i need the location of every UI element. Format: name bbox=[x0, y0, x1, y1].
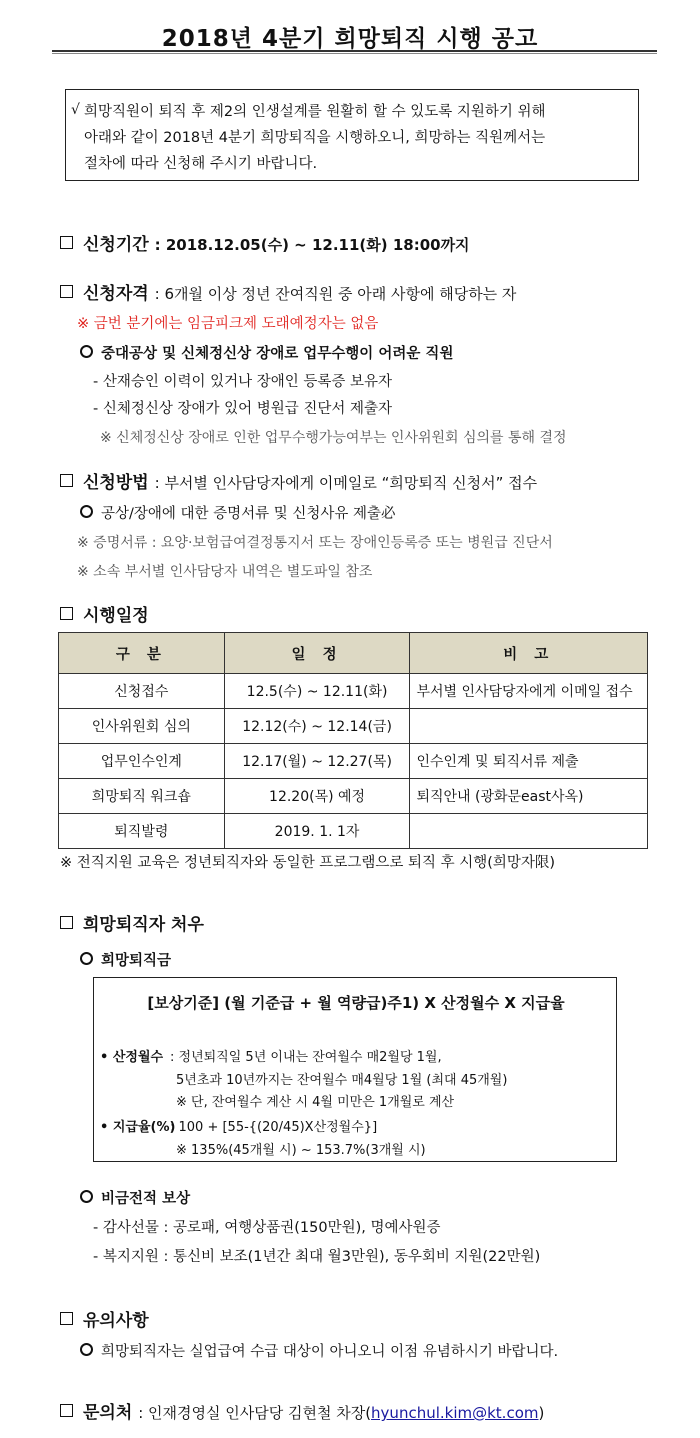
table-header-row bbox=[59, 633, 648, 674]
row-remark bbox=[410, 709, 648, 744]
circle-bullet-icon bbox=[80, 952, 93, 965]
method-note-2: ※ 소속 부서별 인사담당자 내역은 별도파일 참조 bbox=[77, 564, 373, 580]
square-bullet-icon bbox=[60, 607, 73, 620]
row-date: 12.20(목) 예정 bbox=[224, 779, 410, 814]
calc-label: • 산정월수 bbox=[100, 1050, 164, 1065]
calc-line-1: : 정년퇴직일 5년 이내는 잔여월수 매2월당 1월, bbox=[170, 1050, 442, 1065]
row-remark bbox=[410, 814, 648, 849]
treatment-label: 희망퇴직자 처우 bbox=[83, 915, 204, 935]
method-label: 신청방법 bbox=[83, 473, 149, 493]
section-caution bbox=[60, 1306, 149, 1331]
calc-line-2: 5년초과 10년까지는 잔여월수 매4월당 1월 (최대 45개월) bbox=[176, 1073, 508, 1088]
period-label: 신청기간 bbox=[83, 235, 149, 255]
row-remark: 퇴직안내 (광화문east사옥) bbox=[410, 779, 648, 814]
nonpay-line-2: - 복지지원 : 통신비 보조(1년간 최대 월3만원), 동우회비 지원(22만원) bbox=[93, 1249, 541, 1265]
circle-bullet-icon bbox=[80, 1343, 93, 1356]
title-underline bbox=[52, 50, 657, 52]
row-category: 퇴직발령 bbox=[59, 814, 225, 849]
row-date: 12.17(월) ~ 12.27(목) bbox=[224, 744, 410, 779]
rate-label: • 지급율(%) bbox=[100, 1120, 176, 1135]
contact-close-paren: ) bbox=[538, 1404, 545, 1422]
square-bullet-icon bbox=[60, 1312, 73, 1325]
section-qualification bbox=[60, 279, 516, 304]
header-category: 구 분 bbox=[59, 633, 225, 674]
contact-label: 문의처 bbox=[83, 1403, 133, 1423]
circle-bullet-icon bbox=[80, 505, 93, 518]
row-remark: 인수인계 및 퇴직서류 제출 bbox=[410, 744, 648, 779]
qualification-note: ※ 신체정신상 장애로 인한 업무수행가능여부는 인사위원회 심의를 통해 결정 bbox=[100, 430, 567, 446]
intro-line-1: 희망직원이 퇴직 후 제2의 인생설계를 원활히 할 수 있도록 지원하기 위해 bbox=[84, 104, 546, 120]
qualification-sub-1: - 산재승인 이력이 있거나 장애인 등록증 보유자 bbox=[93, 374, 393, 390]
row-date: 2019. 1. 1자 bbox=[224, 814, 410, 849]
calc-line-3: ※ 단, 잔여월수 계산 시 4월 미만은 1개월로 계산 bbox=[176, 1095, 455, 1110]
schedule-note: ※ 전직지원 교육은 정년퇴직자와 동일한 프로그램으로 퇴직 후 시행(희망자限) bbox=[60, 855, 556, 871]
section-contact bbox=[60, 1398, 544, 1423]
row-category: 신청접수 bbox=[59, 674, 225, 709]
qualification-red-note: ※ 금번 분기에는 임금피크제 도래예정자는 없음 bbox=[77, 316, 379, 332]
method-note-1: ※ 증명서류 : 요양·보험급여결정통지서 또는 장애인등록증 또는 병원급 진단서 bbox=[77, 535, 553, 551]
square-bullet-icon bbox=[60, 474, 73, 487]
method-value: : 부서별 인사담당자에게 이메일로 “희망퇴직 신청서” 접수 bbox=[154, 474, 538, 492]
title-underline-thin bbox=[52, 53, 657, 54]
square-bullet-icon bbox=[60, 1404, 73, 1417]
schedule-table bbox=[58, 632, 648, 849]
circle-bullet-icon bbox=[80, 1190, 93, 1203]
schedule-label: 시행일정 bbox=[83, 606, 149, 626]
section-method bbox=[60, 468, 537, 493]
section-schedule bbox=[60, 601, 149, 626]
contact-value: : 인재경영실 인사담당 김현철 차장( bbox=[138, 1404, 372, 1422]
qualification-sub-2: - 신체정신상 장애가 있어 병원급 진단서 제출자 bbox=[93, 401, 393, 417]
header-remark: 비 고 bbox=[410, 633, 648, 674]
period-value: : 2018.12.05(수) ~ 12.11(화) 18:00까지 bbox=[154, 236, 470, 254]
row-date: 12.12(수) ~ 12.14(금) bbox=[224, 709, 410, 744]
qualification-value: : 6개월 이상 정년 잔여직원 중 아래 사항에 해당하는 자 bbox=[154, 285, 517, 303]
row-remark: 부서별 인사담당자에게 이메일 접수 bbox=[410, 674, 648, 709]
intro-line-3: 절차에 따라 신청해 주시기 바랍니다. bbox=[84, 156, 318, 172]
square-bullet-icon bbox=[60, 236, 73, 249]
table-row bbox=[59, 709, 648, 744]
qualification-label: 신청자격 bbox=[83, 284, 149, 304]
section-period bbox=[60, 230, 470, 255]
method-item: 공상/장애에 대한 증명서류 및 신청사유 제출必 bbox=[80, 502, 396, 523]
circle-bullet-icon bbox=[80, 345, 93, 358]
caution-label: 유의사항 bbox=[83, 1311, 149, 1331]
row-category: 업무인수인계 bbox=[59, 744, 225, 779]
table-row bbox=[59, 814, 648, 849]
table-row bbox=[59, 779, 648, 814]
page-title: 2018년 4분기 희망퇴직 시행 공고 bbox=[161, 26, 539, 52]
treatment-pay-label: 희망퇴직금 bbox=[80, 949, 171, 970]
rate-line-2: ※ 135%(45개월 시) ~ 153.7%(3개월 시) bbox=[176, 1143, 426, 1158]
treatment-nonpay-label: 비금전적 보상 bbox=[80, 1187, 190, 1208]
row-date: 12.5(수) ~ 12.11(화) bbox=[224, 674, 410, 709]
contact-email-link[interactable]: hyunchul.kim@kt.com bbox=[371, 1404, 539, 1422]
header-schedule: 일 정 bbox=[224, 633, 410, 674]
row-category: 인사위원회 심의 bbox=[59, 709, 225, 744]
check-mark-icon: √ bbox=[71, 102, 80, 118]
qualification-item: 중대공상 및 신체정신상 장애로 업무수행이 어려운 직원 bbox=[80, 342, 453, 363]
rate-line-1: : 100 + [55-{(20/45)X산정월수}] bbox=[170, 1120, 378, 1135]
intro-line-2: 아래와 같이 2018년 4분기 희망퇴직을 시행하오니, 희망하는 직원께서는 bbox=[84, 130, 546, 146]
intro-box bbox=[65, 89, 639, 181]
formula-head: [보상기준] (월 기준급 + 월 역량급)주1) X 산정월수 X 지급율 bbox=[147, 994, 565, 1012]
formula-box bbox=[93, 977, 617, 1162]
section-treatment bbox=[60, 910, 204, 935]
table-row bbox=[59, 674, 648, 709]
table-row bbox=[59, 744, 648, 779]
row-category: 희망퇴직 워크숍 bbox=[59, 779, 225, 814]
nonpay-line-1: - 감사선물 : 공로패, 여행상품권(150만원), 명예사원증 bbox=[93, 1220, 441, 1236]
square-bullet-icon bbox=[60, 285, 73, 298]
caution-item: 희망퇴직자는 실업급여 수급 대상이 아니오니 이점 유념하시기 바랍니다. bbox=[80, 1340, 558, 1361]
square-bullet-icon bbox=[60, 916, 73, 929]
